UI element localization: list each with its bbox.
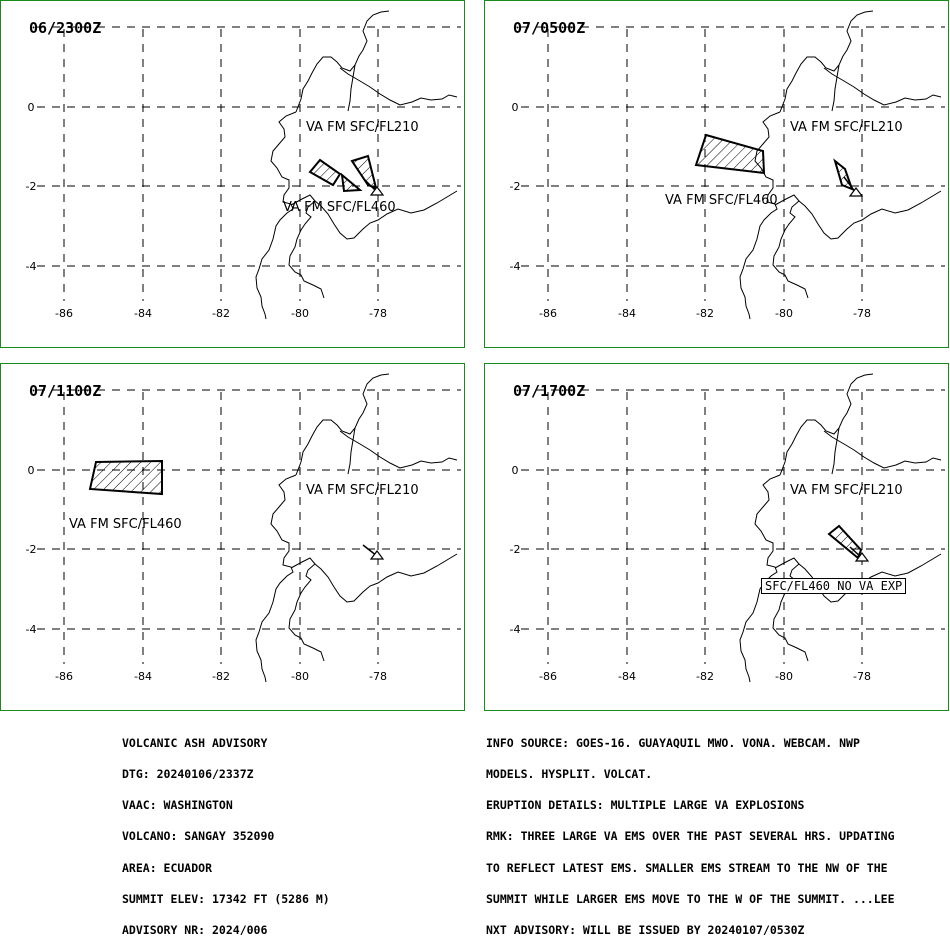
boundary-line [773, 195, 808, 298]
grid-lines [26, 390, 461, 683]
x-tick-label: -78 [853, 670, 871, 683]
advisory-line: RMK: THREE LARGE VA EMS OVER THE PAST SEVERAL HRS. UPDATING [486, 829, 895, 844]
advisory-line: VOLCANIC ASH ADVISORY [122, 735, 268, 750]
map-panel-2 [484, 0, 949, 348]
advisory-line: ERUPTION DETAILS: MULTIPLE LARGE VA EXPLOSIONS [486, 798, 805, 813]
x-tick-label: -84 [134, 670, 152, 683]
boundary-line [289, 558, 324, 661]
va-label-fl460: VA FM SFC/FL460 [283, 200, 396, 215]
coastline [256, 374, 457, 682]
x-tick-label: -80 [775, 307, 793, 320]
y-tick-label: -4 [509, 260, 521, 273]
advisory-line: AREA: ECUADOR [122, 860, 213, 875]
y-tick-label: -2 [509, 180, 521, 193]
advisory-line: VAAC: WASHINGTON [122, 798, 233, 813]
x-tick-label: -82 [212, 670, 230, 683]
boundary-line [824, 68, 941, 105]
advisory-line: INFO SOURCE: GOES-16. GUAYAQUIL MWO. VONA. WEBCAM. NWP [486, 735, 860, 750]
boundary-line [296, 374, 389, 475]
va-label-fl210: VA FM SFC/FL210 [790, 483, 903, 498]
boundary-line [824, 431, 941, 468]
forecast-time: 07/1100Z [29, 382, 102, 400]
forecast-time: 06/2300Z [29, 19, 102, 37]
y-tick-label: -2 [509, 543, 521, 556]
advisory-line: SUMMIT WHILE LARGER EMS MOVE TO THE W OF THE SUMMIT. ...LEE [486, 891, 895, 906]
boundary-line [832, 428, 839, 474]
y-tick-label: 0 [511, 101, 519, 114]
boundary-line [780, 374, 873, 475]
va-label-fl460: VA FM SFC/FL460 [69, 517, 182, 532]
grid-lines [510, 27, 945, 320]
boundary-line [773, 558, 808, 661]
boundary-line [256, 112, 296, 319]
advisory-header-block [122, 717, 330, 946]
ash-polygon [310, 160, 340, 185]
forecast-time: 07/1700Z [513, 382, 586, 400]
map-panel-4 [484, 363, 949, 711]
advisory-line: VOLCANO: SANGAY 352090 [122, 829, 275, 844]
va-label-fl210: VA FM SFC/FL210 [306, 483, 419, 498]
x-tick-label: -80 [291, 307, 309, 320]
x-tick-label: -82 [696, 670, 714, 683]
x-tick-label: -78 [369, 670, 387, 683]
boundary-line [799, 191, 941, 239]
advisory-line: SUMMIT ELEV: 17342 FT (5286 M) [122, 891, 330, 906]
x-tick-label: -84 [618, 670, 636, 683]
map-panel-3 [0, 363, 465, 711]
boundary-line [348, 428, 355, 474]
grid-lines [510, 390, 945, 683]
x-tick-label: -86 [539, 670, 557, 683]
x-tick-label: -86 [55, 670, 73, 683]
x-tick-label: -86 [539, 307, 557, 320]
x-tick-label: -84 [618, 307, 636, 320]
boundary-line [315, 554, 457, 602]
x-tick-label: -82 [212, 307, 230, 320]
map-canvas-1 [1, 1, 466, 349]
x-tick-label: -80 [291, 670, 309, 683]
va-label-fl460: VA FM SFC/FL460 [665, 193, 778, 208]
map-canvas-4 [485, 364, 950, 712]
forecast-time: 07/0500Z [513, 19, 586, 37]
advisory-line: DTG: 20240106/2337Z [122, 767, 254, 782]
y-tick-label: -4 [25, 260, 37, 273]
ash-polygon [352, 156, 376, 188]
boundary-line [832, 65, 839, 111]
y-tick-label: -2 [25, 543, 37, 556]
ash-polygon [342, 175, 360, 191]
map-canvas-2 [485, 1, 950, 349]
advisory-line: ADVISORY NR: 2024/006 [122, 923, 268, 938]
boundary-line [340, 431, 457, 468]
advisory-remarks-block [486, 717, 895, 946]
map-panel-1 [0, 0, 465, 348]
ash-areas [310, 156, 383, 195]
y-tick-label: -2 [25, 180, 37, 193]
x-tick-label: -84 [134, 307, 152, 320]
no-va-expected-label: SFC/FL460 NO VA EXP [761, 578, 906, 594]
advisory-line: MODELS. HYSPLIT. VOLCAT. [486, 767, 653, 782]
y-tick-label: 0 [511, 464, 519, 477]
grid-lines [26, 27, 461, 320]
boundary-line [315, 191, 457, 239]
advisory-line: TO REFLECT LATEST EMS. SMALLER EMS STREAM TO THE NW OF THE [486, 860, 888, 875]
boundary-line [256, 475, 296, 682]
boundary-line [340, 68, 457, 105]
x-tick-label: -86 [55, 307, 73, 320]
y-tick-label: 0 [27, 464, 35, 477]
y-tick-label: -4 [25, 623, 37, 636]
va-label-fl210: VA FM SFC/FL210 [306, 120, 419, 135]
x-tick-label: -78 [369, 307, 387, 320]
x-tick-label: -80 [775, 670, 793, 683]
boundary-line [780, 11, 873, 112]
x-tick-label: -82 [696, 307, 714, 320]
boundary-line [740, 112, 780, 319]
map-canvas-3 [1, 364, 466, 712]
ash-polygon [90, 461, 162, 494]
y-tick-label: 0 [27, 101, 35, 114]
y-tick-label: -4 [509, 623, 521, 636]
advisory-line: NXT ADVISORY: WILL BE ISSUED BY 20240107/0530Z [486, 923, 805, 938]
va-label-fl210: VA FM SFC/FL210 [790, 120, 903, 135]
boundary-line [296, 11, 389, 112]
boundary-line [348, 65, 355, 111]
x-tick-label: -78 [853, 307, 871, 320]
ash-areas [696, 135, 862, 196]
ash-polygon [696, 135, 764, 173]
